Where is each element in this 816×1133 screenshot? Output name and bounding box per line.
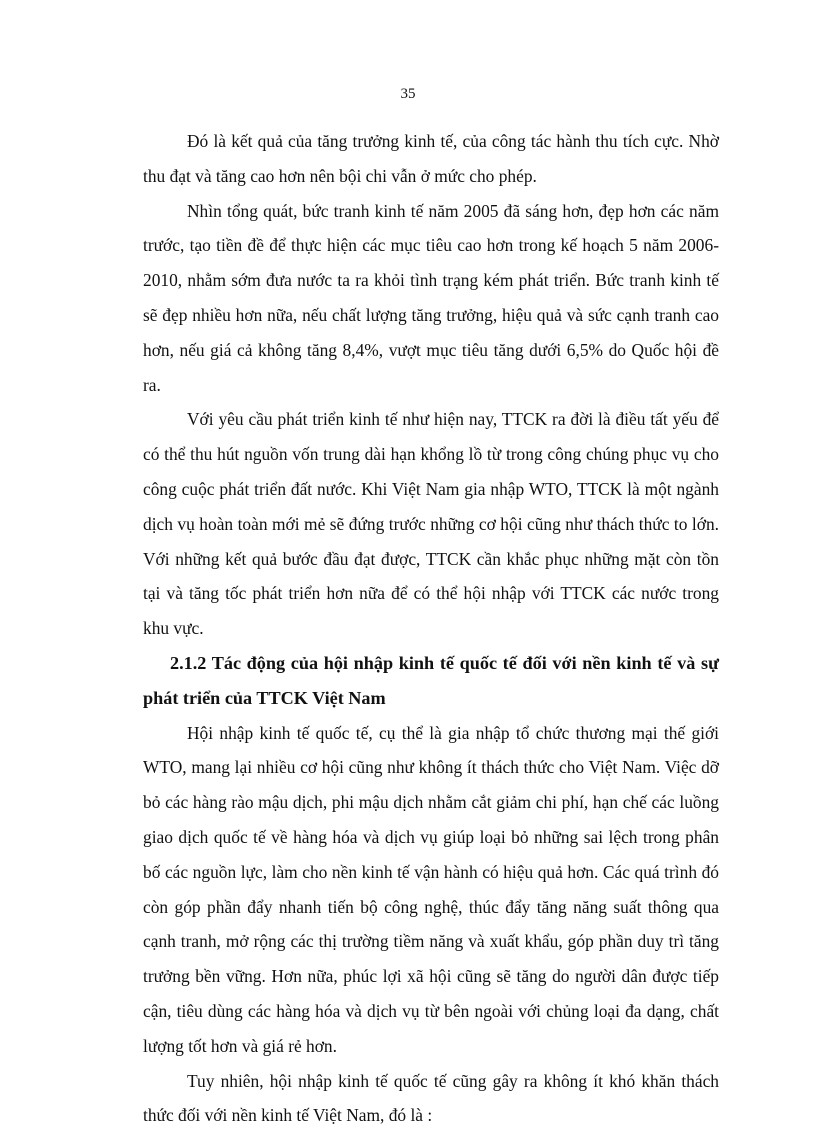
- paragraph-budget-result: Đó là kết quả của tăng trưởng kinh tế, của công tác hành thu tích cực. Nhờ thu đạt và tăng cao hơn nên bội chi vẫn ở mức cho phép.: [143, 131, 719, 186]
- paragraph-stock-market-need: Với yêu cầu phát triển kinh tế như hiện nay, TTCK ra đời là điều tất yếu để có thể thu hút nguồn vốn trung dài hạn khổng lồ từ trong công chúng phục vụ cho công cuộc phát triển đất nước. Khi Việt Nam gia nhập WTO, TTCK là một ngành dịch vụ hoàn toàn mới mẻ sẽ đứng trước những cơ hội cũng như thách thức to lớn. Với những kết quả bước đầu đạt được, TTCK cần khắc phục những mặt còn tồn tại và tăng tốc phát triển hơn nữa để có thể hội nhập với TTCK các nước trong khu vực.: [143, 409, 719, 639]
- paragraph-integration-opportunities: Hội nhập kinh tế quốc tế, cụ thể là gia nhập tổ chức thương mại thế giới WTO, mang lại nhiều cơ hội cũng như không ít thách thức cho Việt Nam. Việc dỡ bỏ các hàng rào mậu dịch, phi mậu dịch nhằm cắt giảm chi phí, hạn chế các luồng giao dịch quốc tế về hàng hóa và dịch vụ giúp loại bỏ những sai lệch trong phân bố các nguồn lực, làm cho nền kinh tế vận hành có hiệu quả hơn. Các quá trình đó còn góp phần đẩy nhanh tiến bộ công nghệ, thúc đẩy tăng năng suất thông qua cạnh tranh, mở rộng các thị trường tiềm năng và xuất khẩu, góp phần duy trì tăng trưởng bền vững. Hơn nữa, phúc lợi xã hội cũng sẽ tăng do người dân được tiếp cận, tiêu dùng các hàng hóa và dịch vụ từ bên ngoài với chủng loại đa dạng, chất lượng tốt hơn và giá rẻ hơn.: [143, 722, 719, 1056]
- page-number: 35: [400, 86, 416, 102]
- section-heading-2-1-2: 2.1.2 Tác động của hội nhập kinh tế quốc tế đối với nền kinh tế và sự phát triển của TTCK Việt Nam: [143, 652, 719, 708]
- page-content: [143, 124, 719, 1133]
- paragraph-economic-overview-2005: Nhìn tổng quát, bức tranh kinh tế năm 2005 đã sáng hơn, đẹp hơn các năm trước, tạo tiền đề để thực hiện các mục tiêu cao hơn trong kế hoạch 5 năm 2006-2010, nhằm sớm đưa nước ta ra khỏi tình trạng kém phát triển. Bức tranh kinh tế sẽ đẹp nhiều hơn nữa, nếu chất lượng tăng trưởng, hiệu quả và sức cạnh tranh cao hơn, nếu giá cả không tăng 8,4%, vượt mục tiêu tăng dưới 6,5% do Quốc hội đề ra.: [143, 200, 719, 395]
- paragraph-integration-challenges: Tuy nhiên, hội nhập kinh tế quốc tế cũng gây ra không ít khó khăn thách thức đối với nền kinh tế Việt Nam, đó là :: [143, 1070, 719, 1126]
